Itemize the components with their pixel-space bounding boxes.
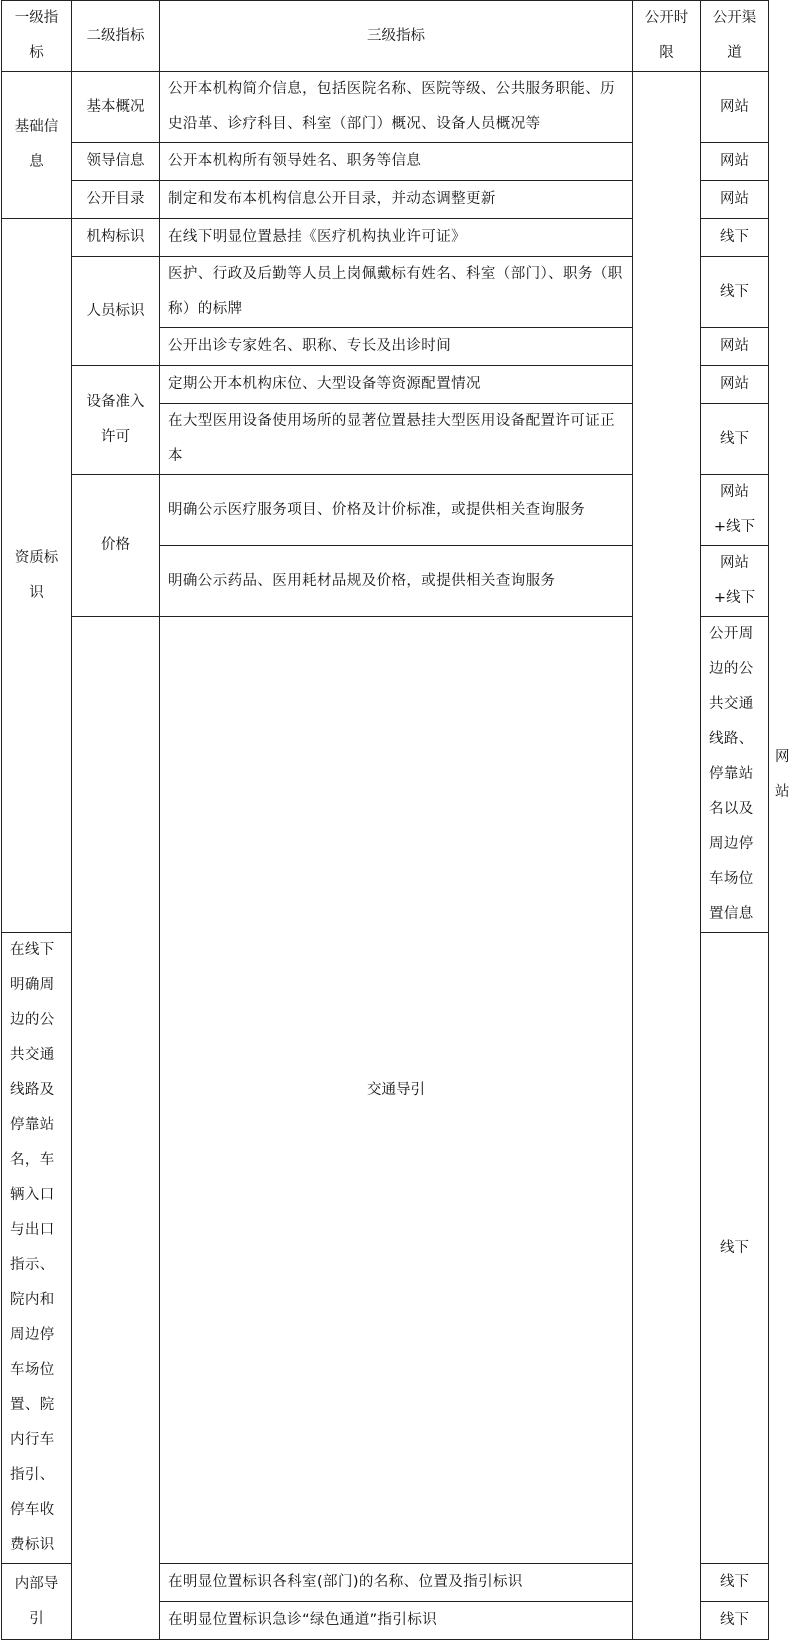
level1-cell: 基础信 息 (2, 72, 72, 219)
level3-cell: 明确公示药品、医用耗材品规及价格，或提供相关查询服务 (160, 546, 633, 617)
level2-cell: 领导信息 (72, 143, 160, 181)
channel-cell: 线下 (701, 1602, 769, 1640)
header-time-limit: 公开时 限 (633, 1, 701, 72)
level3-cell: 公开本机构简介信息，包括医院名称、医院等级、公共服务职能、历史沿革、诊疗科目、科室（部门）概况、设备人员概况等 (160, 72, 633, 143)
table-row: 交通导引 公开周边的公共交通线路、停靠站名以及周边停车场位置信息 网站 (2, 617, 769, 933)
channel-cell: 线下 (701, 1564, 769, 1602)
header-level3: 三级指标 (160, 1, 633, 72)
channel-cell: 网站 (701, 328, 769, 366)
level3-cell: 公开周边的公共交通线路、停靠站名以及周边停车场位置信息 (701, 617, 769, 933)
level3-cell: 在明显位置标识急诊“绿色通道”指引标识 (160, 1602, 633, 1640)
level3-cell: 在线下明确周边的公共交通线路及停靠站名，车辆入口与出口指示、院内和周边停车场位置、院内行车指引、停车收费标识 (2, 933, 72, 1564)
time-limit-cell (633, 72, 701, 1640)
level3-cell: 公开出诊专家姓名、职称、专长及出诊时间 (160, 328, 633, 366)
channel-cell: 网站 +线下 (701, 546, 769, 617)
level1-cell: 资质标 识 (2, 219, 72, 933)
disclosure-index-table (1, 0, 790, 1640)
level3-cell: 在大型医用设备使用场所的显著位置悬挂大型医用设备配置许可证正本 (160, 404, 633, 475)
level2-cell: 基本概况 (72, 72, 160, 143)
level2-cell: 交通导引 (160, 617, 633, 1564)
level1-cell (72, 617, 160, 1640)
level3-cell: 明确公示医疗服务项目、价格及计价标准，或提供相关查询服务 (160, 475, 633, 546)
table-row (2, 72, 769, 143)
level2-cell: 设备准入 许可 (72, 366, 160, 475)
level2-cell: 公开目录 (72, 181, 160, 219)
channel-cell: 网站 (701, 181, 769, 219)
channel-cell: 网站 +线下 (701, 475, 769, 546)
header-level2: 二级指标 (72, 1, 160, 72)
level3-cell: 在线下明显位置悬挂《医疗机构执业许可证》 (160, 219, 633, 257)
channel-cell: 网站 (701, 143, 769, 181)
level2-cell: 内部导引 (2, 1564, 72, 1640)
header-channel: 公开渠 道 (701, 1, 769, 72)
level2-cell: 价格 (72, 475, 160, 617)
channel-cell: 线下 (701, 933, 769, 1564)
channel-cell: 网站 (701, 366, 769, 404)
channel-cell: 线下 (701, 257, 769, 328)
level3-cell: 在明显位置标识各科室(部门)的名称、位置及指引标识 (160, 1564, 633, 1602)
level2-cell: 人员标识 (72, 257, 160, 366)
level3-cell: 定期公开本机构床位、大型设备等资源配置情况 (160, 366, 633, 404)
channel-cell: 线下 (701, 219, 769, 257)
channel-cell: 网站 (701, 72, 769, 143)
channel-cell: 线下 (701, 404, 769, 475)
level3-cell: 公开本机构所有领导姓名、职务等信息 (160, 143, 633, 181)
header-row (2, 1, 769, 72)
header-level1: 一级指 标 (2, 1, 72, 72)
level3-cell: 医护、行政及后勤等人员上岗佩戴标有姓名、科室（部门）、职务（职称）的标牌 (160, 257, 633, 328)
level3-cell: 制定和发布本机构信息公开目录，并动态调整更新 (160, 181, 633, 219)
level2-cell: 机构标识 (72, 219, 160, 257)
